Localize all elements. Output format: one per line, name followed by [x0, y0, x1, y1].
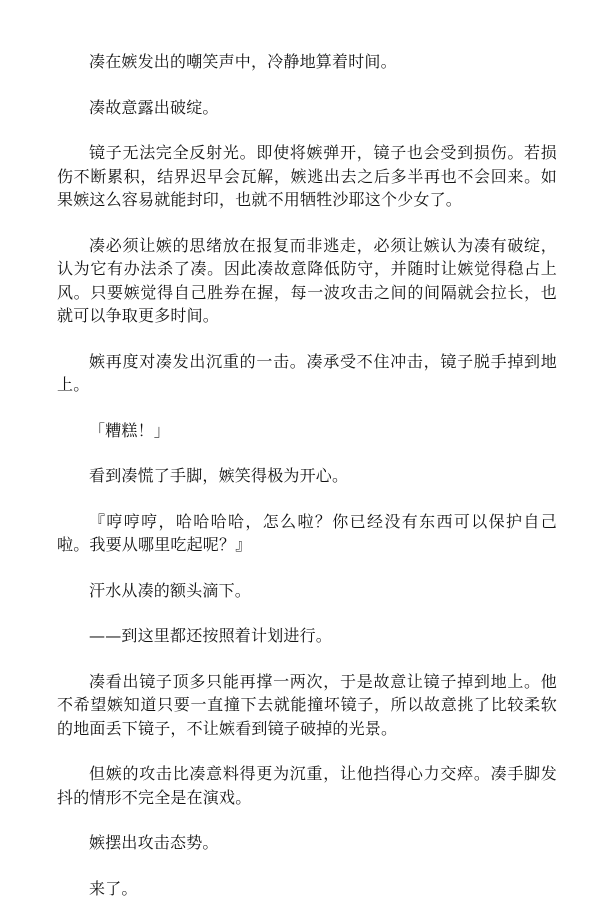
- paragraph-11: 凑看出镜子顶多只能再撑一两次，于是故意让镜子掉到地上。他不希望嫉知道只要一直撞下去就能撞坏镜子，所以故意挑了比较柔软的地面丢下镜子，不让嫉看到镜子破掉的光景。: [57, 671, 557, 738]
- paragraph-8: 『哼哼哼，哈哈哈哈，怎么啦？你已经没有东西可以保护自己啦。我要从哪里吃起呢？』: [57, 511, 557, 554]
- paragraph-7: 看到凑慌了手脚，嫉笑得极为开心。: [89, 466, 349, 485]
- paragraph-5: 嫉再度对凑发出沉重的一击。凑承受不住冲击，镜子脱手掉到地上。: [57, 351, 557, 394]
- paragraph-12: 但嫉的攻击比凑意料得更为沉重，让他挡得心力交瘁。凑手脚发抖的情形不完全是在演戏。: [57, 764, 557, 807]
- document-page: [57, 50, 557, 922]
- paragraph-6: 「糟糕！」: [89, 420, 171, 440]
- paragraph-3: 镜子无法完全反射光。即使将嫉弹开，镜子也会受到损伤。若损伤不断累积，结界迟早会瓦解，嫉逃出去之后多半再也不会回来。如果嫉这么容易就能封印，也就不用牺牲沙耶这个少女了。: [57, 143, 557, 209]
- paragraph-13: 嫉摆出攻击态势。: [89, 833, 219, 852]
- paragraph-14: 来了。: [89, 878, 138, 898]
- paragraph-10: ——到这里都还按照着计划进行。: [89, 626, 333, 645]
- paragraph-9: 汗水从凑的额头滴下。: [89, 580, 252, 600]
- paragraph-4: 凑必须让嫉的思绪放在报复而非逃走，必须让嫉认为凑有破绽，认为它有办法杀了凑。因此凑故意降低防守，并随时让嫉觉得稳占上风。只要嫉觉得自己胜券在握，每一波攻击之间的间隔就会拉长，也就可以争取更多时间。: [57, 235, 557, 325]
- paragraph-1: 凑在嫉发出的嘲笑声中，冷静地算着时间。: [89, 52, 397, 71]
- paragraph-2: 凑故意露出破绽。: [89, 97, 219, 117]
